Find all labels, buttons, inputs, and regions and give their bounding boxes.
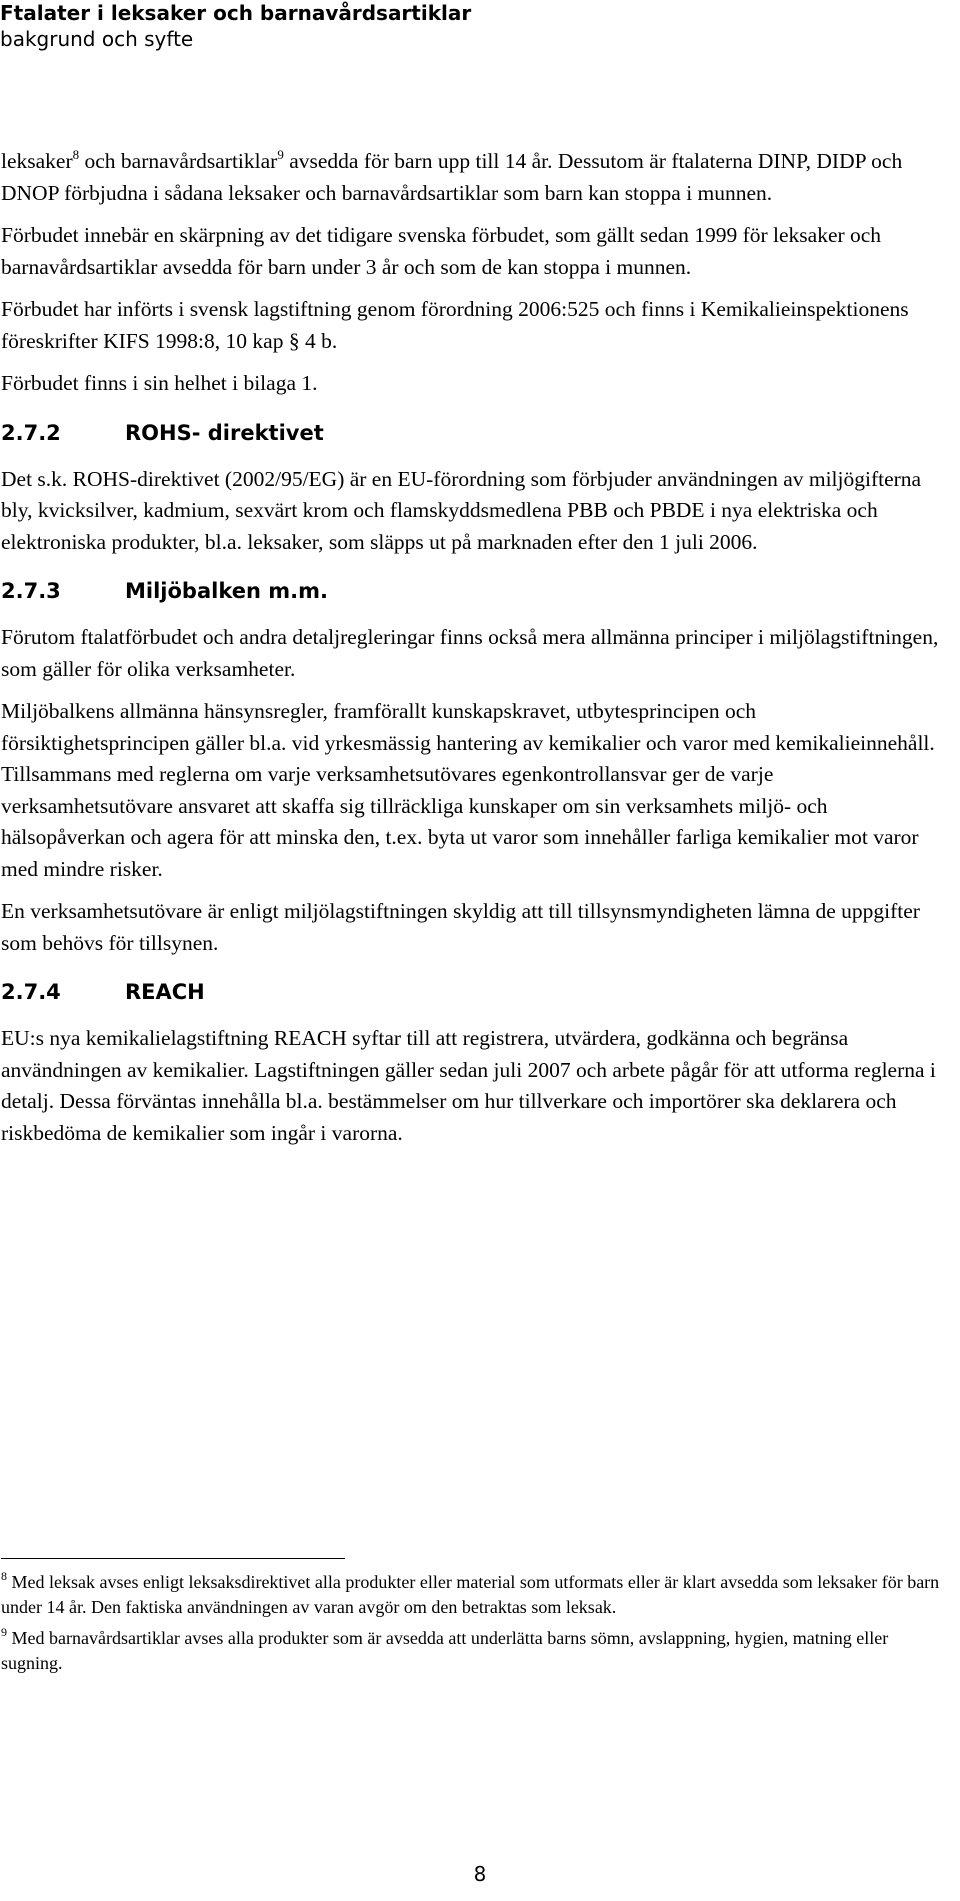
intro-paragraph: leksaker$^8$ och barnavårdsartiklar$^9$ avsedda för barn upp till 14 år. Dessutom är ftalaterna DINP, DIDP och DNOP förbjudna i sådana leksaker och barnavårdsartiklar som barn kan stoppa i munnen. [1,147,903,205]
footnote-marker: 8 [1,1569,7,1583]
footnote-text: Med leksak avses enligt leksaksdirektivet alla produkter eller material som utformats eller är klart avsedda som leksaker för barn under 14 år. Den faktiska användningen av varan avgör om den betraktas som leksak. [1,1572,940,1617]
section-number: 2.7.2 [1,420,61,445]
main-content [1,146,949,1160]
section-heading-miljobalken [1,576,949,606]
section-title: REACH [125,980,205,1004]
section-number: 2.7.3 [1,579,61,603]
paragraph: Det s.k. ROHS-direktivet (2002/95/EG) är en EU-förordning som förbjuder användningen av miljögifterna bly, kvicksilver, kadmium, sexvärt krom och flamskyddsmedlena PBB och PBDE i nya elektriska och elektroniska produkter, bl.a. leksaker, som släpps ut på marknaden efter den 1 juli 2006. [1,466,922,554]
footnote-ref-9[interactable]: 9 [277,147,284,162]
paragraph: En verksamhetsutövare är enligt miljölagstiftningen skyldig att till tillsynsmyndigheten lämna de uppgifter som behövs för tillsynen. [1,899,920,955]
footnote-separator [1,1558,345,1559]
running-header [0,0,960,52]
paragraph: Miljöbalkens allmänna hänsynsregler, framförallt kunskapskravet, utbytesprincipen och försiktighetsprincipen gäller bl.a. vid yrkesmässig hantering av kemikalier och varor med kemikalieinnehåll. Tillsammans med reglerna om varje verksamhetsutövares egenkontrollansvar ger de varje verksamhetsutövare ansvaret att skaffa sig tillräckliga kunskaper om sin verksamhets miljö- och hälsopåverkan och agera för att minska den, t.ex. byta ut varor som innehåller farliga kemikalier mot varor med mindre risker. [1,699,935,881]
section-heading-reach [1,977,949,1007]
paragraph: Förbudet har införts i svensk lagstiftning genom förordning 2006:525 och finns i Kemikalieinspektionens föreskrifter KIFS 1998:8, 10 kap § 4 b. [1,297,909,353]
footnote-9 [1,1626,949,1676]
header-title: Ftalater i leksaker och barnavårdsartiklar [0,1,472,25]
section-title: Miljöbalken m.m. [125,579,328,603]
footnote-8 [1,1570,949,1620]
paragraph: Förbudet finns i sin helhet i bilaga 1. [1,371,318,395]
paragraph: Förbudet innebär en skärpning av det tidigare svenska förbudet, som gällt sedan 1999 för leksaker och barnavårdsartiklar avsedda för barn under 3 år och som de kan stoppa i munnen. [1,223,882,279]
footnote-ref-8[interactable]: 8 [72,147,80,162]
section-title: ROHS- direktivet [125,420,324,445]
footnote-marker: 9 [1,1625,7,1639]
section-heading-rohs [1,418,949,448]
paragraph: EU:s nya kemikalielagstiftning REACH syftar till att registrera, utvärdera, godkänna och begränsa användningen av kemikalier. Lagstiftningen gäller sedan juli 2007 och arbete pågår för att utforma reglerna i detalj. Dessa förväntas innehålla bl.a. bestämmelser om hur tillverkare och importörer ska deklarera och riskbedöma de kemikalier som ingår i varorna. [1,1026,936,1145]
page-number: 8 [473,1862,487,1886]
footnote-text: Med barnavårdsartiklar avses alla produkter som är avsedda att underlätta barns sömn, avslappning, hygien, matning eller sugning. [1,1628,889,1673]
header-subtitle: bakgrund och syfte [0,27,194,51]
section-number: 2.7.4 [1,980,61,1004]
footnotes [1,1570,949,1682]
paragraph: Förutom ftalatförbudet och andra detaljregleringar finns också mera allmänna principer i miljölagstiftningen, som gäller för olika verksamheter. [1,625,939,681]
